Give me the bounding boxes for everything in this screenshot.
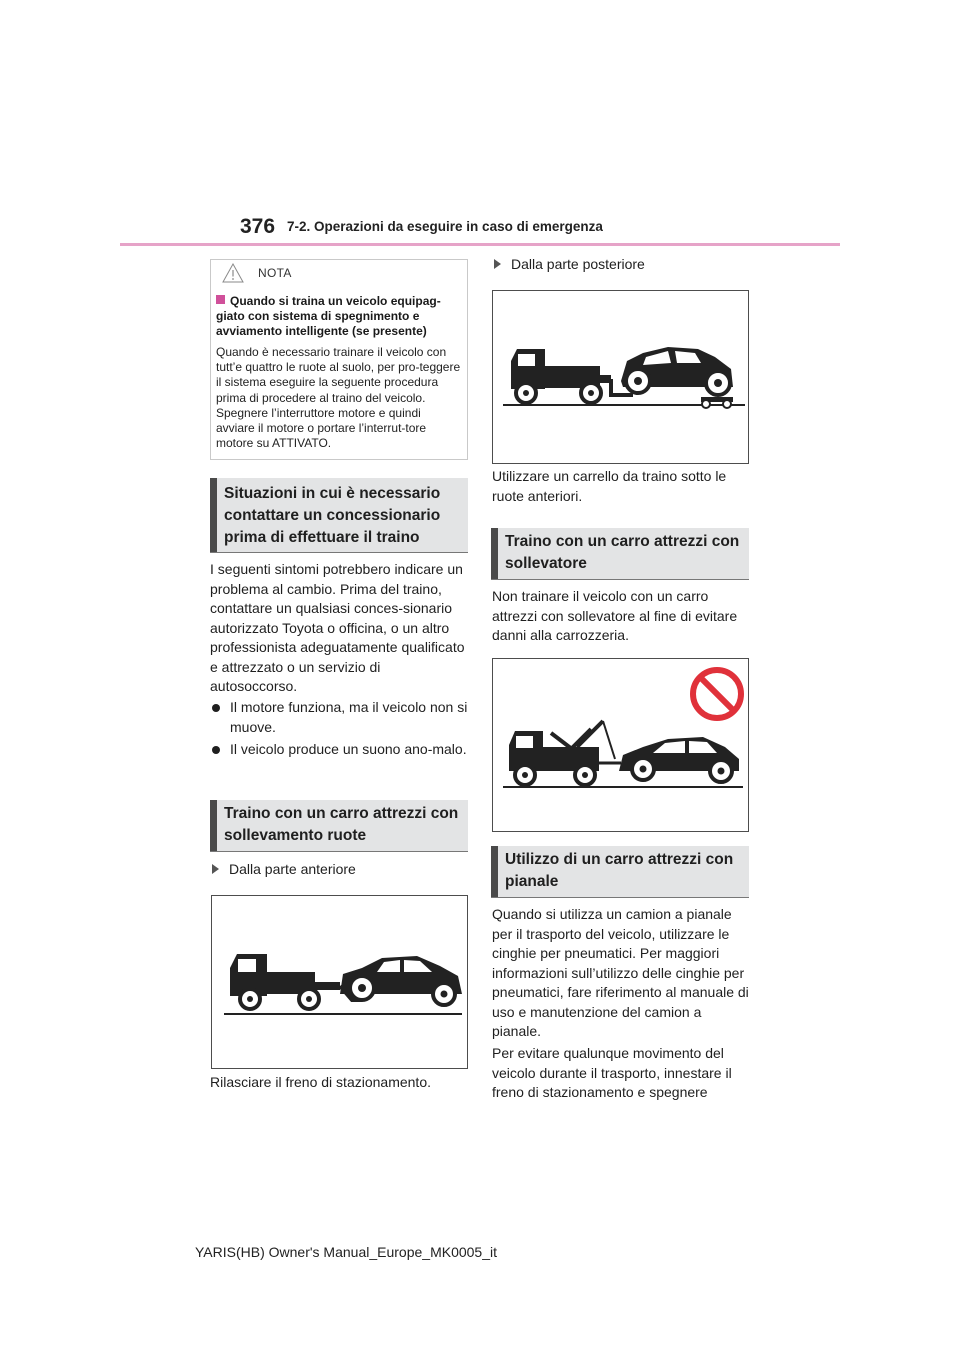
front-tow-caption: Rilasciare il freno di stazionamento. [210,1074,431,1090]
dealer-heading-block [210,478,468,553]
rear-tow-illustration [493,291,750,465]
heading-bar [491,846,498,897]
bullet-dot [212,746,220,754]
heading-bar [210,800,217,851]
arrow-marker-icon [212,864,219,874]
sling-heading: Traino con un carro attrezzi con sollevatore [505,533,740,572]
dealer-paragraph: I seguenti sintomi potrebbero indicare un problema al cambio. Prima del traino, contattare un qualsiasi conces-sionario autorizzato Toyota o officina, o un altro professionista adeguatamente qualificato e attrezzato o un servizio di autosoccorso. [210,561,465,694]
sling-tow-figure [492,658,749,832]
nota-body: Quando è necessario trainare il veicolo con tutt’e quattro le ruote al suolo, per pro-teggere il sistema eseguire la seguente procedura prima di procedere al traino del veicolo. Spegnere l’interruttore motore e quindi avviare il motore o portare l’interrut-tore motore su ATTIVATO. [216,345,461,451]
rear-tow-label [494,255,744,275]
footer-text: YARIS(HB) Owner's Manual_Europe_MK0005_it [195,1244,497,1260]
nota-square-marker [216,295,225,304]
sling-heading-block [491,528,749,580]
front-tow-text: Dalla parte anteriore [229,861,356,877]
header-rule [120,243,840,246]
symptom-item [212,740,468,780]
dealer-heading: Situazioni in cui è necessario contattare un concessionario prima di effettuare il traino [224,485,441,546]
heading-bar [491,528,498,579]
wheel-lift-heading: Traino con un carro attrezzi con sollevamento ruote [224,805,459,844]
prohibition-icon [689,666,745,722]
rear-tow-figure [492,290,749,464]
nota-heading [216,294,462,339]
symptom-text: Il motore funziona, ma il veicolo non si muove. [230,699,468,735]
bullet-dot [212,704,220,712]
front-tow-illustration [212,896,469,1070]
section-title: 7-2. Operazioni da eseguire in caso di emergenza [287,219,603,234]
arrow-marker-icon [494,259,501,269]
front-tow-figure [211,895,468,1069]
symptom-item [212,698,468,738]
flatbed-heading-block [491,846,749,898]
rear-tow-caption: Utilizzare un carrello da traino sotto le ruote anteriori. [492,468,727,504]
nota-label: NOTA [258,266,292,280]
rear-tow-text: Dalla parte posteriore [511,256,645,272]
page-number: 376 [240,215,276,238]
flatbed-paragraph-2: Per evitare qualunque movimento del veicolo durante il trasporto, innestare il freno di stazionamento e spegnere [492,1045,732,1100]
flatbed-paragraph-1: Quando si utilizza un camion a pianale per il trasporto del veicolo, utilizzare le cinghie per pneumatici. Per maggiori informazioni sull’utilizzo delle cinghie per pneumatici, fare riferimento al manuale di uso e manutenzione del camion a pianale. [492,906,749,1039]
sling-paragraph: Non trainare il veicolo con un carro attrezzi con sollevatore al fine di evitare danni alla carrozzeria. [492,588,738,643]
nota-heading-text: Quando si traina un veicolo equipag-giato con sistema di spegnimento e avviamento intelligente (se presente) [216,294,441,338]
symptom-text: Il veicolo produce un suono ano-malo. [230,741,467,757]
wheel-lift-heading-block [210,800,468,852]
heading-bar [210,478,217,552]
warning-triangle-icon [222,263,244,283]
front-tow-label [212,860,462,880]
flatbed-heading: Utilizzo di un carro attrezzi con pianale [505,851,734,890]
